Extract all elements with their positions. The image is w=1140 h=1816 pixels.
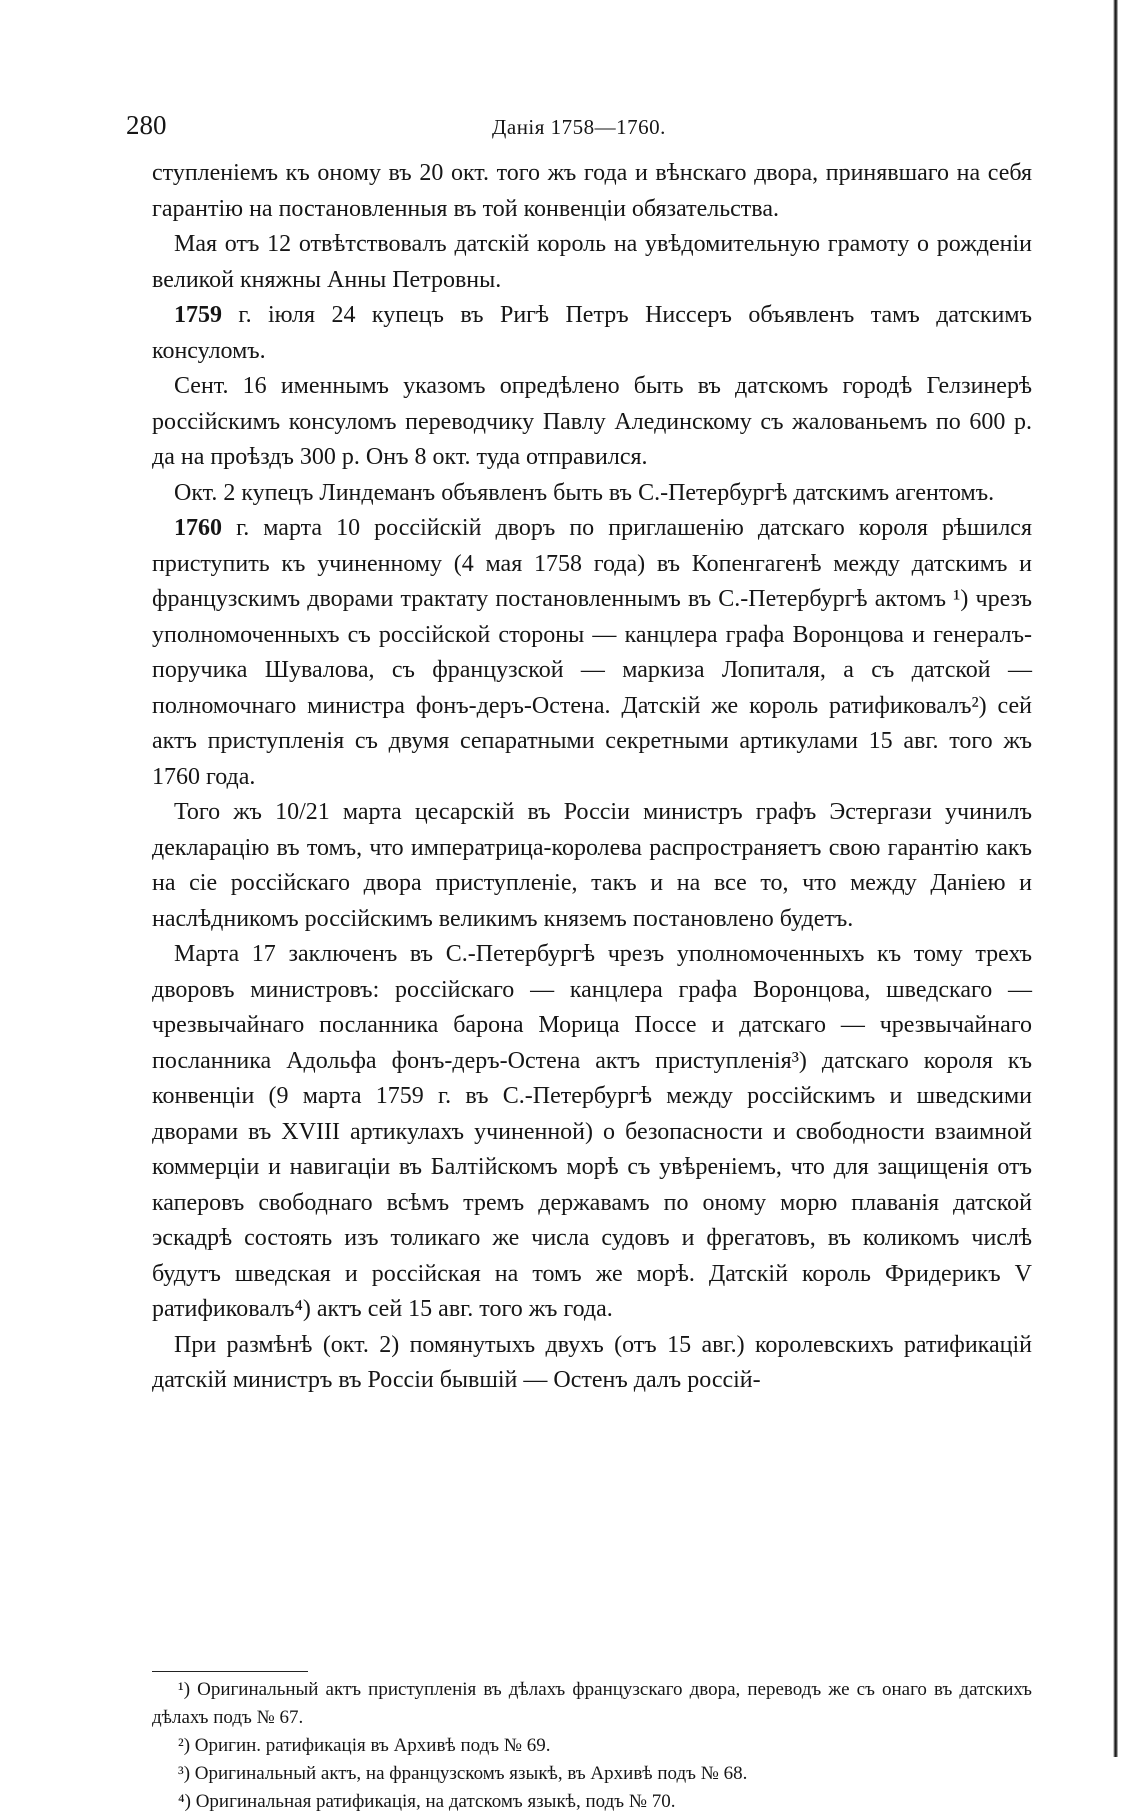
paragraph-sept-decree: Сент. 16 именнымъ указомъ опредѣлено быть въ датскомъ городѣ Гелзинерѣ россійскимъ консуломъ переводчику Павлу Алединскому съ жалованьемъ по 600 р. да на проѣздъ 300 р. Онъ 8 окт. туда отправился. xyxy=(152,373,1032,470)
paragraph-may-reply: Мая отъ 12 отвѣтствовалъ датскій король на увѣдомительную грамоту о рожденіи великой княжны Анны Петровны. xyxy=(152,231,1032,293)
page-header xyxy=(126,108,1032,142)
main-text xyxy=(152,156,1032,1399)
paragraph-continuation: ступленіемъ къ оному въ 20 окт. того жъ года и вѣнскаго двора, принявшаго на себя гарантію на постановленныя въ той конвенціи обязательства. xyxy=(152,160,1032,222)
footnote-2: ²) Оригин. ратификація въ Архивѣ подъ № 69. xyxy=(178,1735,551,1756)
year-heading-1760: 1760 xyxy=(174,515,222,541)
paragraph-ratification-exchange: При размѣнѣ (окт. 2) помянутыхъ двухъ (отъ 15 авг.) королевскихъ ратификацій датскій министръ въ Россіи бывшій — Остенъ далъ россій- xyxy=(152,1331,1032,1393)
footnote-4: ⁴) Оригинальная ратификація, на датскомъ языкѣ, подъ № 70. xyxy=(178,1791,676,1812)
paragraph-1760-treaty xyxy=(152,511,1032,795)
paragraph-text: г. іюля 24 купецъ въ Ригѣ Петръ Ниссеръ объявленъ тамъ датскимъ консуломъ. xyxy=(152,302,1032,364)
paragraph-esterhazy-declaration: Того жъ 10/21 марта цесарскій въ Россіи министръ графъ Эстергази учинилъ декларацію въ томъ, что императрица-королева распространяетъ свою гарантію какъ на сіе россійскаго двора приступленіе, такъ и на все то, что между Даніею и наслѣдникомъ россійскимъ великимъ княземъ постановлено будетъ. xyxy=(152,799,1032,932)
paragraph-1759-consul xyxy=(152,298,1032,369)
footnote-3: ³) Оригинальный актъ, на французскомъ языкѣ, въ Архивѣ подъ № 68. xyxy=(178,1763,748,1784)
year-heading-1759: 1759 xyxy=(174,302,222,328)
page-number: 280 xyxy=(126,110,167,140)
page-edge-shadow xyxy=(1113,0,1118,1757)
footnote-divider xyxy=(152,1671,308,1672)
footnotes xyxy=(152,1676,1032,1816)
paragraph-oct-agent: Окт. 2 купецъ Линдеманъ объявленъ быть въ С.-Петербургѣ датскимъ агентомъ. xyxy=(174,479,995,506)
footnote-1: ¹) Оригинальный актъ приступленія въ дѣлахъ французскаго двора, переводъ же съ онаго въ датскихъ дѣлахъ подъ № 67. xyxy=(152,1679,1032,1728)
paragraph-text: г. марта 10 россійскій дворъ по приглашенію датскаго короля рѣшился приступить къ учиненному (4 мая 1758 года) въ Копенгагенѣ между датскимъ и французскимъ дворами трактату постановленнымъ въ С.-Петербургѣ актомъ ¹) чрезъ уполномоченныхъ съ россійской стороны — канцлера графа Воронцова и генералъ-поручика Шувалова, съ французской — маркиза Лопиталя, а съ датской — полномочнаго министра фонъ-деръ-Остена. Датскій же король ратификовалъ²) сей актъ приступленія съ двумя сепаратными секретными артикулами 15 авг. того жъ 1760 года. xyxy=(152,515,1032,790)
paragraph-march-17-convention: Марта 17 заключенъ въ С.-Петербургѣ чрезъ уполномоченныхъ къ тому трехъ дворовъ министровъ: россійскаго — канцлера графа Воронцова, шведскаго — чрезвычайнаго посланника барона Морица Поссе и датскаго — чрезвычайнаго посланника Адольфа фонъ-деръ-Остена актъ приступленія³) датскаго короля къ конвенціи (9 марта 1759 г. въ С.-Петербургѣ между россійскимъ и шведскими дворами въ XVIII артикулахъ учиненной) о безопасности и свободности взаимной коммерціи и навигаціи въ Балтійскомъ морѣ съ увѣреніемъ, что для защищенія отъ каперовъ свободнаго всѣмъ тремъ державамъ по оному морю плаванія датской эскадрѣ состоять изъ толикаго же числа судовъ и фрегатовъ, въ коликомъ числѣ будутъ шведская и россійская на томъ же морѣ. Датскій король Фридерикъ V ратификовалъ⁴) актъ сей 15 авг. того жъ года. xyxy=(152,941,1032,1322)
running-title: Данія 1758—1760. xyxy=(492,115,666,139)
